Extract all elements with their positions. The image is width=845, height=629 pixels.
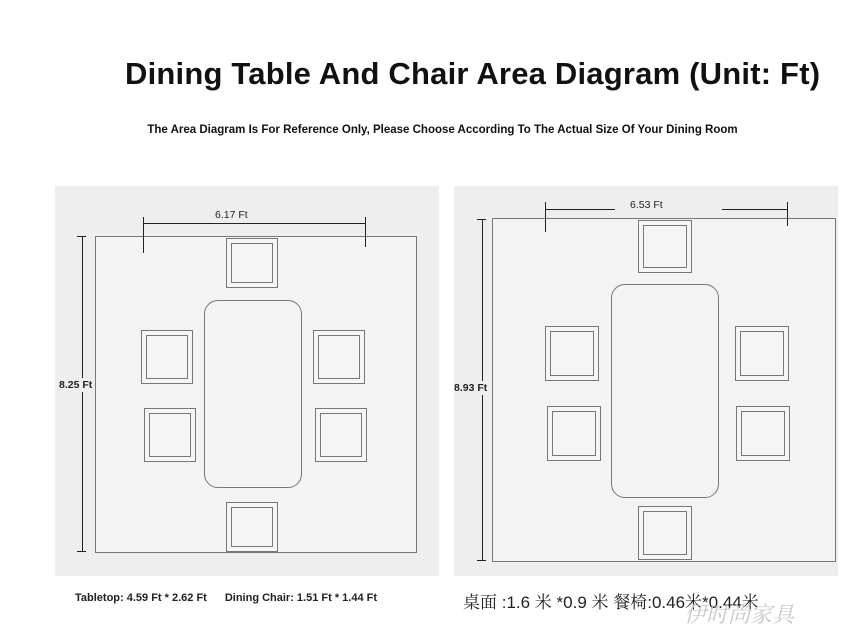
left-chair-bottom bbox=[226, 502, 278, 552]
left-chair-upper-left bbox=[141, 330, 193, 384]
left-caption bbox=[75, 592, 377, 604]
right-caption: 桌面 :1.6 米 *0.9 米 餐椅:0.46米*0.44米 bbox=[463, 593, 759, 612]
left-chair-top bbox=[226, 238, 278, 288]
right-diagram-panel bbox=[454, 186, 838, 576]
right-chair-upper-right bbox=[735, 326, 789, 381]
right-dining-table bbox=[611, 284, 719, 498]
left-height-dimension-line bbox=[82, 236, 83, 552]
right-height-label: 8.93 Ft bbox=[454, 382, 488, 394]
right-width-dimension-line-left bbox=[545, 209, 615, 210]
left-height-tick-bottom bbox=[77, 551, 86, 552]
left-diagram-panel bbox=[55, 186, 439, 576]
right-chair-top bbox=[638, 220, 692, 273]
left-chair-upper-right bbox=[313, 330, 365, 384]
right-height-tick-bottom bbox=[477, 560, 486, 561]
brand-watermark: 伊时尚家具 bbox=[684, 603, 795, 628]
right-width-tick-left bbox=[545, 202, 546, 232]
left-height-tick-top bbox=[77, 236, 86, 237]
right-chair-upper-left bbox=[545, 326, 599, 381]
right-width-tick-right bbox=[787, 202, 788, 226]
right-chair-lower-right bbox=[736, 406, 790, 461]
left-chair-lower-right bbox=[315, 408, 367, 462]
right-chair-bottom bbox=[638, 506, 692, 560]
left-width-label: 6.17 Ft bbox=[215, 209, 248, 221]
left-caption-chair: Dining Chair: 1.51 Ft * 1.44 Ft bbox=[224, 592, 378, 604]
right-chair-lower-left bbox=[547, 406, 601, 461]
right-width-dimension-line-right bbox=[722, 209, 788, 210]
right-width-label: 6.53 Ft bbox=[630, 199, 663, 211]
left-width-dimension-line bbox=[143, 223, 366, 224]
left-width-tick-left bbox=[143, 217, 144, 253]
left-caption-tabletop: Tabletop: 4.59 Ft * 2.62 Ft bbox=[75, 592, 207, 604]
left-width-tick-right bbox=[365, 217, 366, 247]
diagram-subtitle: The Area Diagram Is For Reference Only, Please Choose According To The Actual Size Of Your Dining Room bbox=[147, 124, 738, 136]
right-height-tick-top bbox=[477, 219, 486, 220]
left-chair-lower-left bbox=[144, 408, 196, 462]
diagram-title: Dining Table And Chair Area Diagram (Unit: Ft) bbox=[125, 56, 821, 91]
left-height-label: 8.25 Ft bbox=[59, 379, 93, 391]
left-dining-table bbox=[204, 300, 302, 488]
